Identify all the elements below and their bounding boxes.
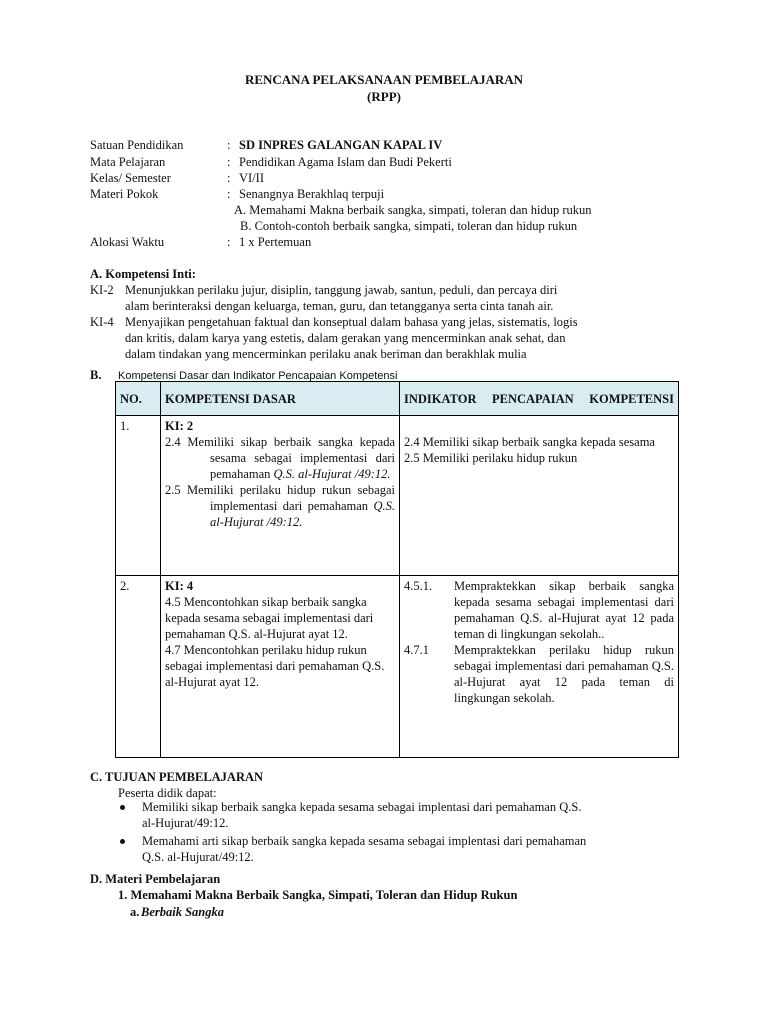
identity-colon: : [227, 138, 231, 152]
ki2-text-line2: alam berinteraksi dengan keluarga, teman, guru, dan tetangganya serta cinta tanah air. [125, 299, 554, 313]
indikator-text: Mempraktekkan perilaku hidup rukun sebagai implementasi dari pemahaman Q.S. al-Hujurat ayat 12 pada teman di lingkungan sekolah. [454, 643, 674, 705]
section-a-heading: A. Kompetensi Inti: [90, 267, 196, 281]
indikator-item [404, 578, 674, 642]
ki-label: KI: 2 [165, 419, 194, 433]
identity-value: Pendidikan Agama Islam dan Budi Pekerti [239, 155, 452, 169]
identity-value: 1 x Pertemuan [239, 235, 312, 249]
ki4-text-line2: dan kritis, dalam karya yang estetis, dalam gerakan yang mencerminkan anak sehat, dan [125, 331, 566, 345]
section-c-intro: Peserta didik dapat: [118, 786, 217, 800]
kd-indikator-table [115, 381, 679, 758]
kd-text: Memiliki perilaku hidup rukun sebagai implementasi dari pemahaman [186, 483, 395, 513]
identity-value: Senangnya Berakhlaq terpuji [239, 187, 385, 201]
kd-cell [161, 576, 400, 758]
bullet-icon [120, 839, 125, 844]
materi-sub-a: A. Memahami Makna berbaik sangka, simpati, toleran dan hidup rukun [234, 203, 592, 217]
identity-value: SD INPRES GALANGAN KAPAL IV [239, 138, 443, 152]
indikator-item: 2.5 Memiliki perilaku hidup rukun [404, 451, 578, 465]
header-kompetensi-dasar: KOMPETENSI DASAR [161, 382, 400, 416]
identity-colon: : [227, 155, 231, 169]
tujuan-list [118, 799, 688, 865]
indikator-text: Mempraktekkan sikap berbaik sangka kepada sesama sebagai implementasi dari pemahaman Q.S. al-Hujurat ayat 12 pada teman di lingkungan sekolah.. [454, 579, 674, 641]
table-row [116, 416, 679, 576]
identity-colon: : [227, 187, 231, 201]
ki2-text-line1: Menunjukkan perilaku jujur, disiplin, tanggung jawab, santun, peduli, dan percaya diri [125, 283, 558, 297]
ki4-text-line3: dalam tindakan yang mencerminkan perilaku anak beriman dan berakhlak mulia [125, 347, 527, 361]
identity-colon: : [227, 171, 231, 185]
tujuan-line1: Memahami arti sikap berbaik sangka kepada sesama sebagai implentasi dari pemahaman [142, 834, 587, 848]
section-d-sub1a-letter: a. [130, 905, 140, 919]
doc-subtitle: (RPP) [367, 89, 401, 104]
row-no: 1. [116, 416, 161, 576]
identity-label: Kelas/ Semester [90, 171, 171, 185]
ki-label: KI: 4 [165, 579, 194, 593]
header-no: NO. [116, 382, 161, 416]
ki4-text-line1: Menyajikan pengetahuan faktual dan konseptual dalam bahasa yang jelas, sistematis, logis [125, 315, 578, 329]
tujuan-line1: Memiliki sikap berbaik sangka kepada sesama sebagai implentasi dari pemahaman Q.S. [142, 800, 582, 814]
row-no: 2. [116, 576, 161, 758]
indikator-cell [400, 416, 679, 576]
section-d-sub1: 1. Memahami Makna Berbaik Sangka, Simpati, Toleran dan Hidup Rukun [118, 888, 518, 902]
kd-ref: Q.S. al-Hujurat /49:12. [210, 499, 396, 529]
tujuan-line2: al-Hujurat/49:12. [142, 816, 229, 830]
indikator-num: 4.5.1. [404, 579, 433, 593]
section-b-heading: Kompetensi Dasar dan Indikator Pencapaian Kompetensi [118, 370, 398, 382]
identity-colon: : [227, 235, 231, 249]
identity-label: Alokasi Waktu [90, 235, 165, 249]
kd-cell [161, 416, 400, 576]
section-d-heading: D. Materi Pembelajaran [90, 872, 221, 886]
list-item [118, 799, 688, 831]
indikator-num: 4.7.1 [404, 643, 429, 657]
ki2-code: KI-2 [90, 283, 114, 297]
identity-value: VI/II [239, 171, 264, 185]
kd-text: Memiliki sikap berbaik sangka kepada sesama sebagai implementasi dari pemahaman [187, 435, 396, 481]
kd-ref: Q.S. al-Hujurat /49:12. [273, 467, 391, 481]
tujuan-line2: Q.S. al-Hujurat/49:12. [142, 850, 254, 864]
kd-item: 4.5 Mencontohkan sikap berbaik sangka kepada sesama sebagai implementasi dari pemahaman Q.S. al-Hujurat ayat 12. [165, 595, 374, 641]
ki4-code: KI-4 [90, 315, 114, 329]
table-row [116, 576, 679, 758]
indikator-item [404, 642, 674, 706]
identity-row-satuan [90, 137, 690, 155]
doc-title: RENCANA PELAKSANAAN PEMBELAJARAN [244, 72, 524, 87]
header-indikator: INDIKATOR PENCAPAIAN KOMPETENSI [400, 382, 679, 416]
kd-num: 2.4 [165, 435, 181, 449]
kd-item: 4.7 Mencontohkan perilaku hidup rukun sebagai implementasi dari pemahaman Q.S. al-Hujurat ayat 12. [165, 643, 385, 689]
section-d-sub1a-title: Berbaik Sangka [141, 905, 225, 919]
identity-label: Mata Pelajaran [90, 155, 166, 169]
section-c-heading: C. TUJUAN PEMBELAJARAN [90, 770, 264, 784]
identity-row-alokasi [90, 234, 690, 252]
indikator-cell [400, 576, 679, 758]
table-header-row [116, 382, 679, 416]
section-b-letter: B. [90, 368, 102, 382]
kd-num: 2.5 [165, 483, 181, 497]
identity-label: Materi Pokok [90, 187, 159, 201]
kd-item [165, 482, 395, 530]
materi-sub-b: B. Contoh-contoh berbaik sangka, simpati, toleran dan hidup rukun [240, 219, 578, 233]
indikator-item: 2.4 Memiliki sikap berbaik sangka kepada sesama [404, 435, 655, 449]
list-item [118, 833, 688, 865]
kd-item [165, 434, 395, 482]
bullet-icon [120, 805, 125, 810]
identity-label: Satuan Pendidikan [90, 138, 184, 152]
